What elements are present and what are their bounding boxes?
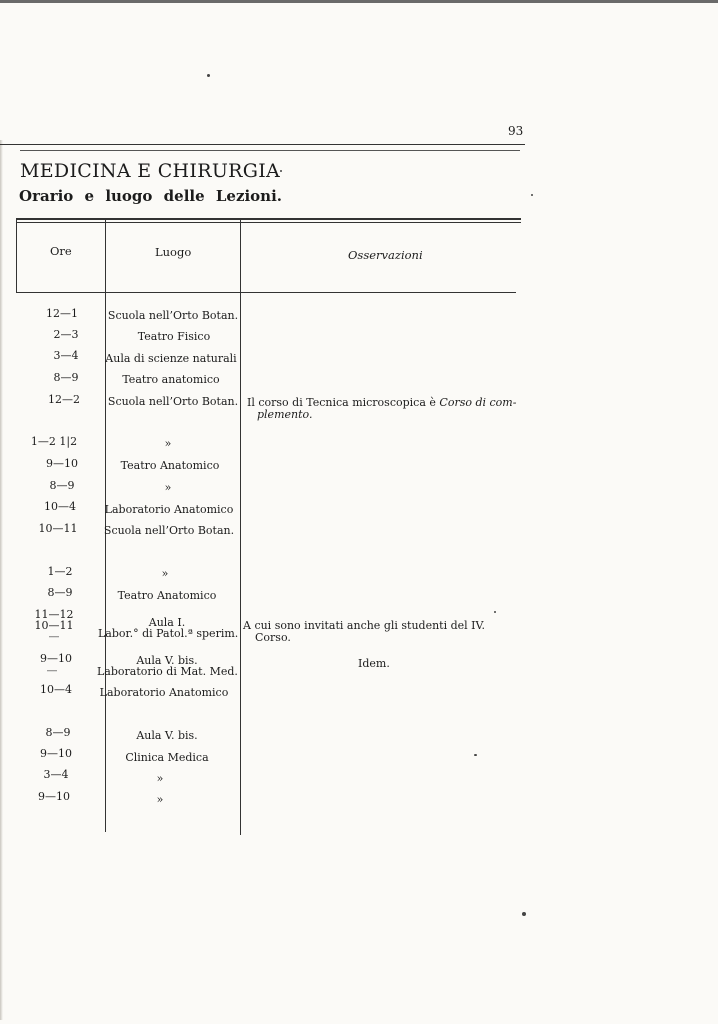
section-title: MEDICINA E CHIRURGIA <box>20 160 281 182</box>
header-rule <box>0 144 525 145</box>
subtitle-word: Lezioni. <box>215 187 283 205</box>
luogo-cell: Teatro Anatomico <box>117 589 217 602</box>
ore-cell: 1—2 1|2 <box>30 435 78 448</box>
luogo-cell: Aula V. bis. <box>136 729 198 742</box>
ore-cell: 8—9 <box>45 726 71 739</box>
luogo-cell: » <box>164 437 172 450</box>
luogo-cell: » <box>164 481 172 494</box>
ore-cell: 2—3 <box>53 328 79 341</box>
ink-speck <box>531 194 533 196</box>
luogo-cell: Teatro anatomico <box>122 373 220 386</box>
header-ore: Ore <box>50 244 72 258</box>
ore-cell: 1—2 <box>47 565 73 578</box>
section-subtitle <box>19 187 288 205</box>
ore-cell: 11—12 <box>34 608 74 621</box>
ink-speck <box>280 170 282 172</box>
ink-speck <box>474 754 477 756</box>
ore-cell: 10—4 <box>44 500 76 513</box>
luogo-cell: Aula V. bis. <box>136 654 198 667</box>
note-studenti-invitati <box>243 620 523 644</box>
subtitle-word: luogo <box>105 187 153 205</box>
table-top-rule <box>16 218 521 220</box>
note-idem: Idem. <box>358 657 390 670</box>
ore-cell: 3—4 <box>53 349 79 362</box>
ore-cell: 9—10 <box>38 790 70 803</box>
note-tecnica-italic: Corso di com- <box>439 396 517 409</box>
ore-cell: 10—11 <box>38 522 78 535</box>
page-number: 93 <box>508 124 524 138</box>
table-header-rule <box>16 292 516 293</box>
luogo-cell: Labor.° di Patol.ª sperim. <box>98 627 239 640</box>
luogo-cell: » <box>161 567 169 580</box>
luogo-cell: » <box>156 793 164 806</box>
luogo-cell: Teatro Fisico <box>137 330 211 343</box>
luogo-cell: Clinica Medica <box>125 751 209 764</box>
luogo-cell: Scuola nell’Orto Botan. <box>107 395 239 408</box>
note-tecnica-text: Il corso di Tecnica microscopica è <box>247 396 440 409</box>
ore-cell: 12—2 <box>48 393 80 406</box>
subtitle-word: Orario <box>19 187 74 205</box>
luogo-cell: Aula di scienze naturali <box>105 352 237 365</box>
header-luogo: Luogo <box>155 245 192 259</box>
table-top-rule-thin <box>16 222 521 223</box>
ore-cell: 10—4 <box>40 683 72 696</box>
ore-cell: 9—10 <box>40 747 72 760</box>
ore-cell: 8—9 <box>47 586 73 599</box>
luogo-cell: Scuola nell’Orto Botan. <box>103 524 235 537</box>
ink-speck <box>522 912 526 916</box>
ore-cell: 10—11 <box>34 619 74 632</box>
ore-cell: 9—10 <box>46 457 78 470</box>
book-spine-shadow <box>0 140 3 1020</box>
ore-dash: — <box>46 664 58 677</box>
ore-cell: 9—10 <box>40 652 72 665</box>
note-tecnica-microscopica <box>247 397 527 421</box>
top-edge-line <box>0 0 718 3</box>
ore-cell: 3—4 <box>43 768 69 781</box>
luogo-cell: Teatro Anatomico <box>120 459 220 472</box>
luogo-cell: Laboratorio Anatomico <box>99 686 229 699</box>
luogo-cell: Aula I. <box>148 616 186 629</box>
header-rule-thin <box>20 150 520 151</box>
note-invitati-line1: A cui sono invitati anche gli studenti del IV. <box>243 619 486 632</box>
luogo-cell: Laboratorio Anatomico <box>104 503 234 516</box>
luogo-cell: Scuola nell’Orto Botan. <box>107 309 239 322</box>
subtitle-word: e <box>84 187 95 205</box>
note-invitati-line2: Corso. <box>255 631 291 644</box>
ore-cell: 8—9 <box>53 371 79 384</box>
subtitle-word: delle <box>163 187 205 205</box>
header-osservazioni: Osservazioni <box>348 248 423 262</box>
ore-cell: 8—9 <box>49 479 75 492</box>
table-left-border <box>16 218 17 293</box>
ink-speck <box>207 74 210 77</box>
ore-dash: — <box>48 630 60 643</box>
note-tecnica-italic-2: plemento. <box>257 408 313 421</box>
luogo-cell: » <box>156 772 164 785</box>
ore-cell: 12—1 <box>46 307 78 320</box>
ink-speck <box>494 611 496 613</box>
luogo-cell: Laboratorio di Mat. Med. <box>97 665 238 678</box>
